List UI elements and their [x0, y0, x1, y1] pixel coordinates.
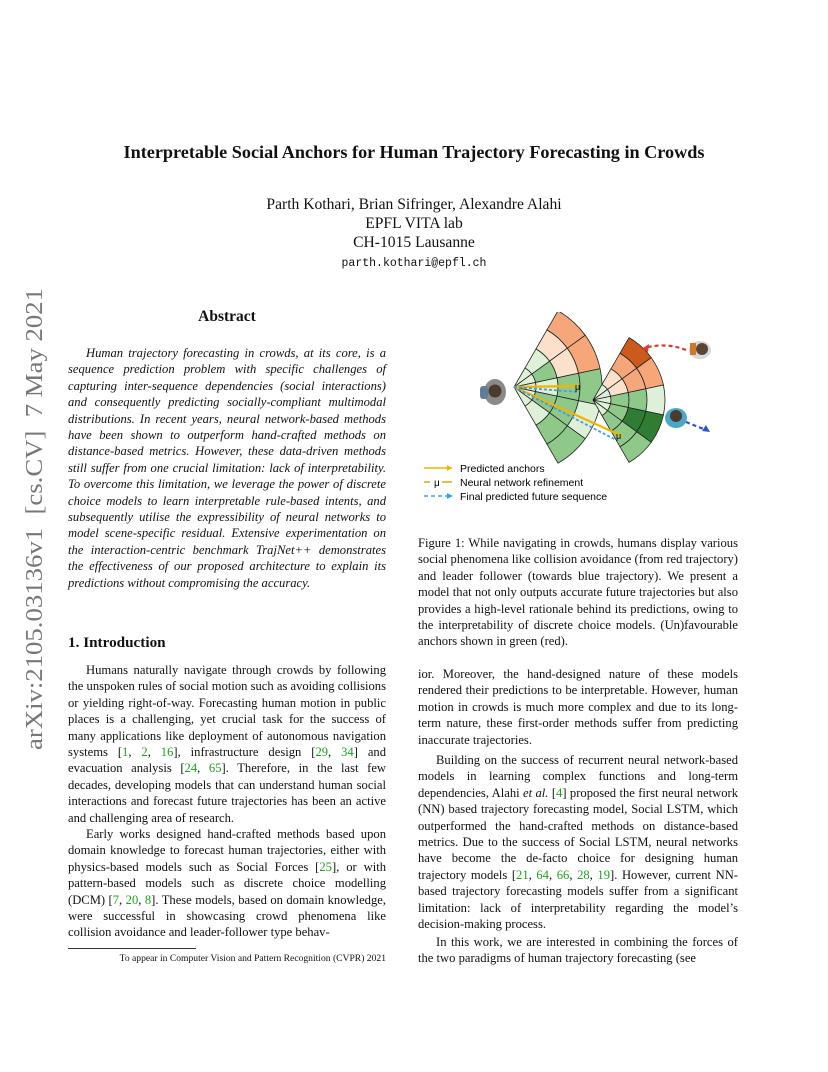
- red-trajectory-arrow: [642, 344, 686, 352]
- abstract-text: Human trajectory forecasting in crowds, at its core, is a sequence prediction problem with specific challenges of capturing inter-sequence dependencies (social interactions) and consequently predicting socially-compliant multimodal distributions. In recent years, neural network-based methods have been shown to outperform hand-crafted methods on distance-based metrics. However, these data-driven methods still suffer from one crucial limitation: lack of interpretability. To overcome this limitation, we leverage the power of discrete choice models to learn interpretable rule-based intents, and subsequently utilise the expressibility of neural networks to model scene-specific residual. Extensive experimentation on the interaction-centric benchmark TrajNet++ demonstrates the effectiveness of our proposed architecture to explain its predictions without compromising the accuracy.: [68, 346, 386, 590]
- legend-neural-refinement: Neural network refinement: [460, 477, 584, 489]
- footnote: To appear in Computer Vision and Pattern Recognition (CVPR) 2021: [119, 953, 386, 964]
- legend-mu-symbol: μ: [434, 478, 440, 489]
- figure-1: [418, 312, 738, 512]
- email: parth.kothari@epfl.ch: [341, 257, 487, 270]
- pedestrian-ego-icon: [480, 379, 506, 405]
- intro-paragraph-1: Humans naturally navigate through crowds by following the unspoken rules of social motion such as avoiding collisions or yielding right-of-way. Forecasting human motion in public places is a challenging, yet crucial task for the success of many applications like deployment of autonomous navigation systems [1, 2, 16], infrastructure design [29, 34] and evacuation analysis [24, 65]. Therefore, in the last few decades, developing models that can understand human social interactions and forecast future trajectories has been an active and challenging area of research.: [68, 663, 387, 825]
- citation[interactable]: 4: [556, 785, 563, 800]
- legend-predicted-anchors: Predicted anchors: [460, 463, 545, 475]
- citation[interactable]: 66: [556, 867, 570, 882]
- citation[interactable]: 65: [208, 761, 222, 776]
- legend-final-sequence: Final predicted future sequence: [460, 491, 608, 503]
- right-anchor-sector: [593, 338, 665, 463]
- location: CH-1015 Lausanne: [353, 234, 475, 251]
- abstract-heading: Abstract: [198, 308, 256, 325]
- intro-heading: 1. Introduction: [68, 634, 166, 651]
- citation[interactable]: 19: [597, 867, 610, 882]
- citation[interactable]: 1: [122, 745, 129, 760]
- blue-trajectory-arrow: [686, 422, 710, 432]
- figure-caption: Figure 1: While navigating in crowds, humans display various social phenomena like collision avoidance (from red trajectory) and leader follower (towards blue trajectory). We present a model that not only outputs accurate future trajectories but also provides a high-level rationale behind its predictions, owing to the interpretability of discrete choice models. (Un)favourable anchors shown in green (red).: [418, 536, 738, 649]
- citation[interactable]: 24: [184, 761, 198, 776]
- figure-illustration: [418, 312, 738, 512]
- citation[interactable]: 20: [125, 892, 139, 907]
- citation[interactable]: 28: [577, 867, 590, 882]
- authors: Parth Kothari, Brian Sifringer, Alexandre Alahi: [266, 196, 562, 213]
- right-paragraph-1: ior. Moreover, the hand-designed nature of these models rendered their predictions to be interpretable. However, human motion in crowds is much more complex and due to its long-term nature, these first-order methods suffer from predicting inaccurate trajectories.: [418, 667, 738, 747]
- figure-legend: [424, 463, 607, 503]
- pedestrian-oncoming-icon: [689, 341, 711, 359]
- pedestrian-leader-icon: [665, 408, 687, 428]
- mu-label: μ: [575, 382, 581, 392]
- citation[interactable]: 8: [144, 892, 152, 907]
- right-paragraph-3: In this work, we are interested in combining the forces of the two paradigms of human trajectory forecasting (see: [418, 935, 738, 966]
- citation[interactable]: 34: [341, 745, 354, 760]
- paper-title: Interpretable Social Anchors for Human Trajectory Forecasting in Crowds: [123, 142, 705, 162]
- citation[interactable]: 29: [315, 745, 329, 760]
- right-paragraph-2: Building on the success of recurrent neural network-based models in learning complex functions and long-term dependencies, Alahi et al. [4] proposed the first neural network (NN) based trajectory forecasting model, Social LSTM, which outperformed the hand-crafted methods on distance-based metrics. Due to the success of Social LSTM, neural networks have become the de-facto choice for designing human trajectory models [21, 64, 66, 28, 19]. However, current NN-based trajectory forecasting models suffer from a significant limitation: lack of interpretability regarding the model’s decision-making process.: [418, 753, 739, 932]
- citation[interactable]: 7: [112, 892, 120, 907]
- arxiv-stamp-text: arXiv:2105.03136v1 [cs.CV] 7 May 2021: [21, 326, 48, 750]
- affiliation: EPFL VITA lab: [365, 215, 463, 232]
- anchor-cell: [646, 385, 665, 415]
- footnote-rule: [68, 948, 196, 949]
- intro-paragraph-2: Early works designed hand-crafted methods based upon domain knowledge to forecast human trajectories, either with physics-based models such as Social Forces [25], or with pattern-based models such as discrete choice modelling (DCM) [7, 20, 8]. These models, based on domain knowledge, were successful in showcasing crowd phenomena like collision avoidance and leader-follower type behav-: [68, 827, 387, 940]
- mu-label: μ: [616, 431, 622, 441]
- arxiv-stamp: [20, 286, 50, 750]
- citation[interactable]: 16: [160, 745, 174, 760]
- citation[interactable]: 2: [141, 745, 148, 760]
- citation[interactable]: 25: [319, 859, 332, 874]
- citation[interactable]: 64: [536, 867, 549, 882]
- citation[interactable]: 21: [516, 867, 529, 882]
